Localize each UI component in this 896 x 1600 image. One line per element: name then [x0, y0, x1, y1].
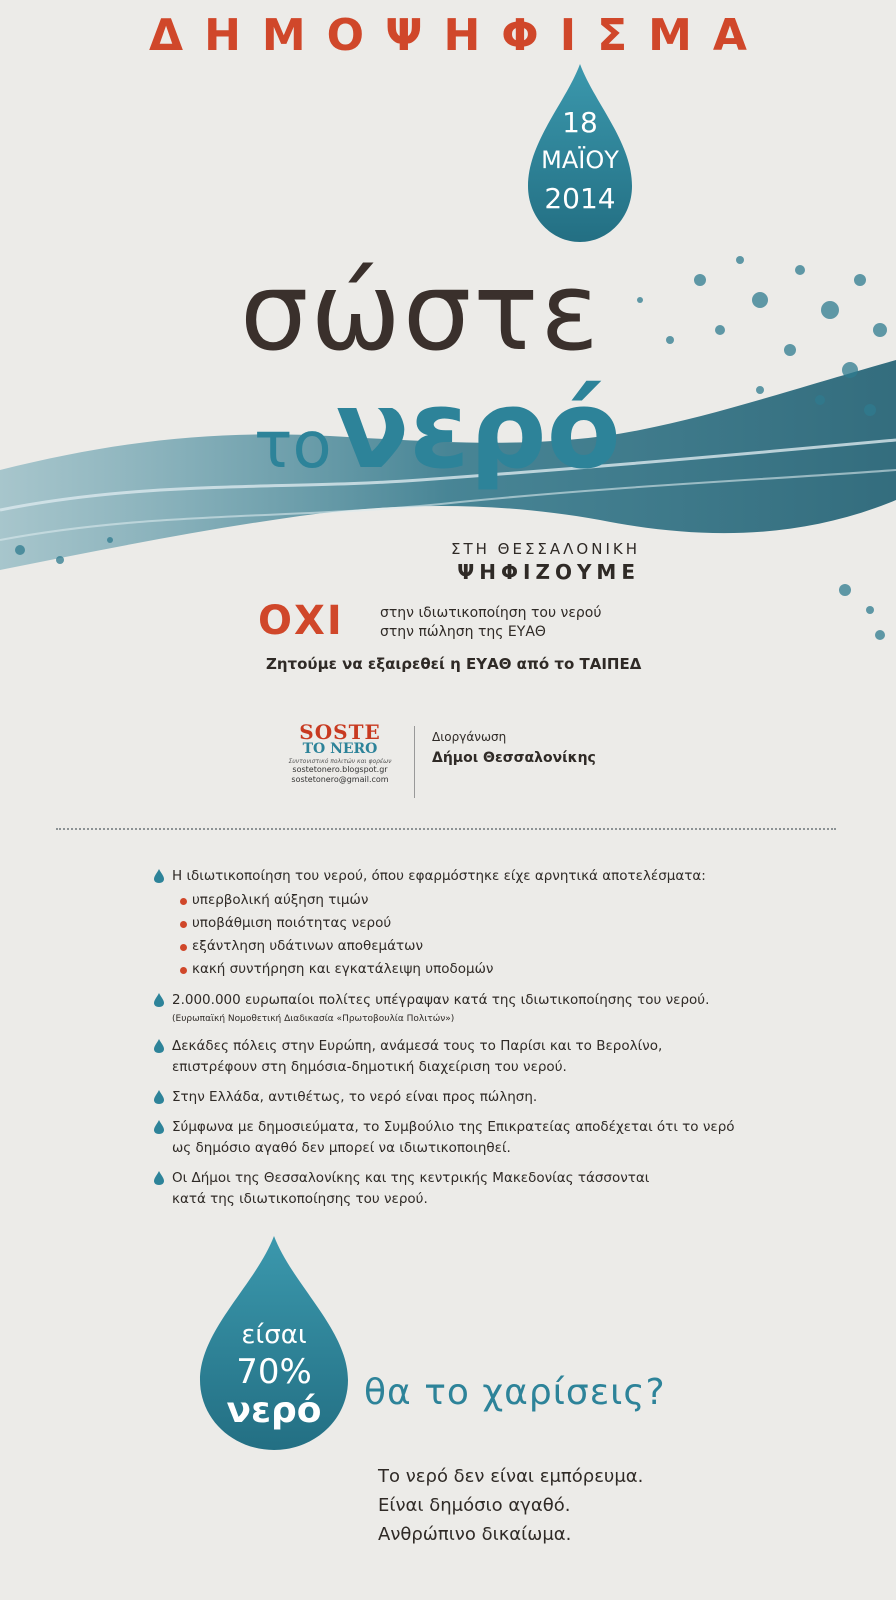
logo-tagline: Συντονιστικό πολιτών και φορέων [288, 758, 392, 765]
fact-text: Δεκάδες πόλεις στην Ευρώπη, ανάμεσά τους το Παρίσι και το Βερολίνο, [172, 1038, 663, 1054]
fact-note: (Ευρωπαϊκή Νομοθετική Διαδικασία «Πρωτοβουλία Πολιτών») [172, 1014, 455, 1024]
fact-item [154, 1087, 774, 1108]
big-drop-line-2: 70% [236, 1352, 312, 1392]
big-drop [196, 1234, 352, 1452]
fact-text: Οι Δήμοι της Θεσσαλονίκης και της κεντρικής Μακεδονίας τάσσονται [172, 1170, 650, 1186]
logo-line-2: TO NERO [302, 741, 378, 757]
fact-text: ως δημόσιο αγαθό δεν μπορεί να ιδιωτικοποιηθεί. [172, 1140, 511, 1156]
fact-item [154, 866, 774, 981]
no-reason-sale: στην πώληση της ΕΥΑΘ [380, 624, 546, 640]
fact-item [154, 1036, 774, 1078]
closing-line: Είναι δημόσιο αγαθό. [378, 1495, 571, 1516]
drop-bullet-icon [154, 1120, 164, 1134]
closing-statements [378, 1462, 643, 1549]
blog-link[interactable]: sostetonero.blogspot.gr [292, 765, 388, 774]
fact-text: Η ιδιωτικοποίηση του νερού, όπου εφαρμόστηκε είχε αρνητικά αποτελέσματα: [172, 868, 706, 884]
slogan-save: σώστε [240, 250, 601, 375]
drop-bullet-icon [154, 869, 164, 883]
sub-list [172, 889, 774, 981]
organizer-divider [414, 726, 415, 798]
drop-bullet-icon [154, 1090, 164, 1104]
slogan-water: νερό [335, 368, 621, 493]
email-link[interactable]: sostetonero@gmail.com [291, 775, 389, 784]
facts-list [154, 866, 774, 1219]
organizer-logo [280, 722, 400, 785]
question-text: θα το χαρίσεις? [364, 1372, 666, 1413]
fact-text: κατά της ιδιωτικοποίησης του νερού. [172, 1191, 428, 1207]
no-reasons [380, 604, 601, 642]
no-reason-privatization: στην ιδιωτικοποίηση του νερού [380, 605, 602, 621]
drop-bullet-icon [154, 993, 164, 1007]
sub-list-item: κακή συντήρηση και εγκατάλειψη υποδομών [180, 958, 774, 981]
closing-line: Το νερό δεν είναι εμπόρευμα. [378, 1466, 644, 1487]
drop-bullet-icon [154, 1171, 164, 1185]
date-month: ΜΑΪΟΥ [541, 146, 619, 174]
no-block [258, 600, 344, 642]
organizer-name: Δήμοι Θεσσαλονίκης [432, 750, 596, 766]
we-vote-line: ΨΗΦΙΖΟΥΜΕ [457, 560, 640, 584]
vote-block [240, 540, 640, 584]
big-drop-line-1: είσαι [241, 1320, 307, 1350]
big-drop-line-3: νερό [226, 1390, 322, 1431]
no-word: ΟΧΙ [258, 598, 344, 644]
fact-text: επιστρέφουν στη δημόσια-δημοτική διαχείριση του νερού. [172, 1059, 567, 1075]
date-year: 2014 [544, 182, 616, 215]
drop-bullet-icon [154, 1039, 164, 1053]
fact-text: Στην Ελλάδα, αντιθέτως, το νερό είναι προς πώληση. [172, 1089, 538, 1105]
slogan-the-water [254, 368, 621, 493]
dotted-separator [56, 828, 836, 830]
sub-list-item: υπερβολική αύξηση τιμών [180, 889, 774, 912]
fact-item [154, 1117, 774, 1159]
fact-item [154, 990, 774, 1027]
date-day: 18 [562, 106, 598, 139]
organizer-label: Διοργάνωση [432, 730, 507, 744]
closing-line: Ανθρώπινο δικαίωμα. [378, 1524, 572, 1545]
date-drop [524, 62, 636, 246]
sub-list-item: υποβάθμιση ποιότητας νερού [180, 912, 774, 935]
slogan-the: το [254, 409, 332, 483]
fact-text: 2.000.000 ευρωπαίοι πολίτες υπέγραψαν κατά της ιδιωτικοποίησης του νερού. [172, 992, 710, 1008]
fact-item [154, 1168, 774, 1210]
demand-line: Ζητούμε να εξαιρεθεί η ΕΥΑΘ από το ΤΑΙΠΕΔ [266, 655, 642, 673]
referendum-title: ΔΗΜΟΨΗΦΙΣΜΑ [149, 10, 768, 61]
fact-text: Σύμφωνα με δημοσιεύματα, το Συμβούλιο της Επικρατείας αποδέχεται ότι το νερό [172, 1119, 735, 1135]
logo-line-1: SOSTE [299, 720, 381, 744]
city-line: ΣΤΗ ΘΕΣΣΑΛΟΝΙΚΗ [450, 540, 640, 558]
sub-list-item: εξάντληση υδάτινων αποθεμάτων [180, 935, 774, 958]
